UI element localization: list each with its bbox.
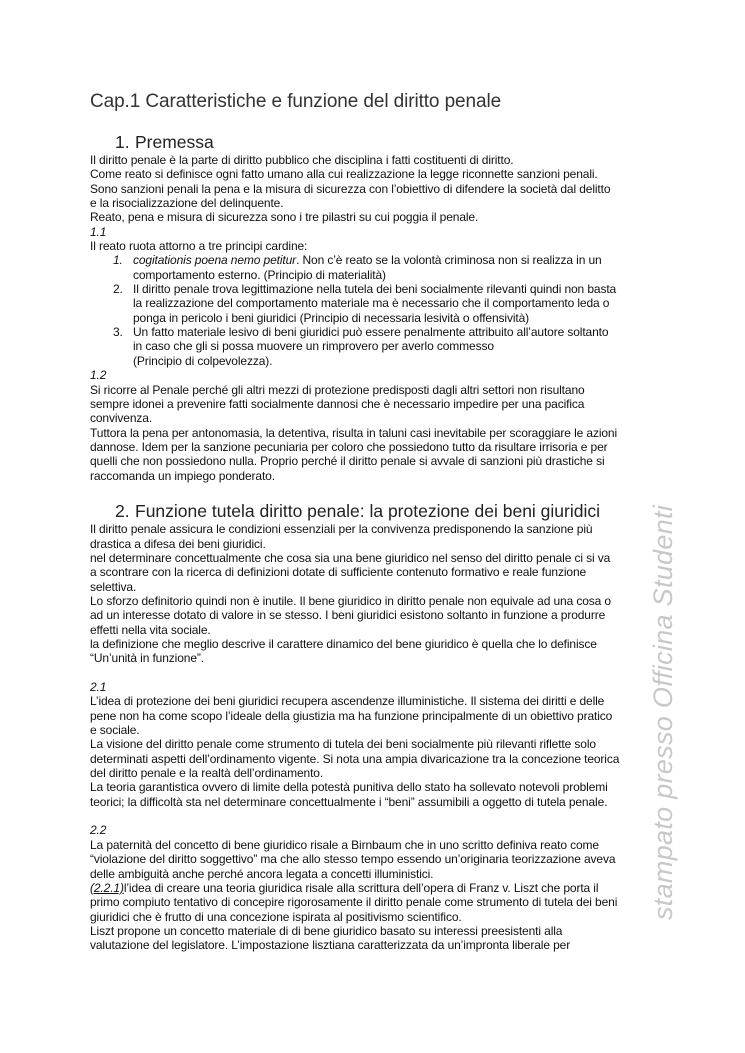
text-line <box>90 867 690 881</box>
text-content: Un fatto materiale lesivo di beni giuridici può essere penalmente attribuito all’autore soltanto <box>133 325 609 340</box>
text-line <box>90 210 690 224</box>
text-content: (Principio di colpevolezza). <box>133 353 273 368</box>
text-content: la definizione che meglio descrive il carattere dinamico del bene giuridico è quella che lo definisce <box>90 637 597 651</box>
text-content: primo compiuto tentativo di concepire rigorosamente il diritto penale come strumento di tutela dei beni <box>90 895 618 910</box>
text-content: nel determinare concettualmente che cosa sia una bene giuridico nel senso del diritto penale ci si va <box>90 550 611 565</box>
text-content: e la risocializzazione del delinquente. <box>90 196 284 211</box>
text-line <box>90 411 690 425</box>
text-content: del diritto penale e la realtà dell’ordinamento. <box>90 766 324 781</box>
text-content: La visione del diritto penale come strumento di tutela dei beni socialmente più rilevanti riflette solo <box>90 737 596 752</box>
text-line <box>90 608 690 622</box>
text-line <box>90 153 690 167</box>
text-content: L’idea di protezione dei beni giuridici recupera ascendenze illuministiche. Il sistema dei diritti e delle <box>90 694 605 709</box>
text-line <box>90 426 690 440</box>
section-number: 2. <box>115 501 130 522</box>
text-line <box>90 522 690 536</box>
text-content: sempre idonei a prevenire fatti socialmente dannosi che è necessario impedire per una pacifica <box>90 396 585 411</box>
text-line <box>90 780 690 794</box>
document-body <box>90 132 690 953</box>
text-content: drastica a difesa dei beni giuridici. <box>90 536 266 551</box>
text-line <box>90 565 690 579</box>
text-content: valutazione del legislatore. L’impostazione lisztiana caratterizzata da un’impronta liberale per <box>90 938 571 953</box>
text-line <box>90 182 690 196</box>
text-line <box>90 651 690 665</box>
cross-reference: (2.2.1) <box>90 880 124 895</box>
list-item-line <box>90 296 690 310</box>
text-line <box>90 723 690 737</box>
text-content: Reato, pena e misura di sicurezza sono i tre pilastri su cui poggia il penale. <box>90 210 479 225</box>
text-content: Tuttora la pena per antonomasia, la detentiva, risulta in taluni casi inevitabile per scoraggiare le azioni <box>90 425 618 440</box>
text-line <box>90 167 690 181</box>
text-content: raccomanda un impiego ponderato. <box>90 468 275 483</box>
text-content: in caso che gli si possa muovere un rimprovero per averlo commesso <box>133 339 494 354</box>
text-line <box>90 537 690 551</box>
text-line <box>90 637 690 651</box>
text-line <box>90 795 690 809</box>
text-content: Il reato ruota attorno a tre principi cardine: <box>90 239 308 254</box>
section-heading <box>90 132 690 152</box>
section-heading <box>90 501 690 521</box>
list-item-line <box>90 268 690 282</box>
list-number: 1. <box>113 253 123 268</box>
text-content: “violazione del diritto soggettivo” ma che allo stesso tempo essendo un’originaria teorizzazione aveva <box>90 852 616 867</box>
subsection-label: 1.2 <box>90 368 107 383</box>
text-content: l’idea di creare una teoria giuridica risale alla scrittura dell’opera di Franz v. Liszt che porta il <box>123 880 599 895</box>
text-content: e sociale. <box>90 723 140 738</box>
text-line <box>90 454 690 468</box>
list-item-line <box>90 311 690 325</box>
text-content: a scontrare con la ricerca di definizioni dotate di sufficiente contenuto formativo e reale funzione <box>90 565 587 580</box>
list-item-line <box>90 253 690 267</box>
text-content: selettiva. <box>90 579 137 594</box>
text-content: effetti nella vita sociale. <box>90 622 211 637</box>
text-content: “Un’unità in funzione”. <box>90 651 204 666</box>
text-line <box>90 623 690 637</box>
text-content: determinati aspetti dell’ordinamento vigente. Si nota una ampia divaricazione tra la concezione teorica <box>90 751 620 766</box>
text-line <box>90 852 690 866</box>
text-content: ad un interesse dotato di valore in se stesso. I beni giuridici esistono soltanto in funzione a produrre <box>90 608 606 623</box>
text-content: delle ambiguità anche perché ancora legata a concetti illuministici. <box>90 866 434 881</box>
list-item-line <box>90 339 690 353</box>
chapter-title: Cap.1 Caratteristiche e funzione del diritto penale <box>90 91 502 112</box>
text-content: Lo sforzo definitorio quindi non è inutile. Il bene giuridico in diritto penale non equivale ad una cosa o <box>90 593 611 608</box>
text-line <box>90 469 690 483</box>
watermark: stampato presso Officina Studenti <box>648 504 678 920</box>
text-content: la realizzazione del comportamento materiale ma è necessario che il comportamento leda o <box>133 296 610 311</box>
subsection-label: 2.1 <box>90 680 107 695</box>
text-line <box>90 752 690 766</box>
text-line <box>90 196 690 210</box>
section-title: Premessa <box>135 132 214 152</box>
text-content: Come reato si definisce ogni fatto umano alla cui realizzazione la legge riconnette sanzioni penali. <box>90 167 598 182</box>
section-title: Funzione tutela diritto penale: la protezione dei beni giuridici <box>135 501 601 522</box>
list-number: 3. <box>113 325 123 340</box>
text-content: quelli che non possiedono nulla. Proprio perché il diritto penale si avvale di sanzioni più drastiche si <box>90 454 605 469</box>
text-line <box>90 239 690 253</box>
text-content: convivenza. <box>90 411 153 426</box>
text-content: ponga in pericolo i beni giuridici (Principio di necessaria lesività o offensività) <box>133 310 530 325</box>
text-line <box>90 737 690 751</box>
text-line <box>90 397 690 411</box>
text-line <box>90 594 690 608</box>
text-content: giuridici che è frutto di una concezione ispirata al positivismo scientifico. <box>90 909 462 924</box>
text-line <box>90 709 690 723</box>
blank-line <box>90 483 690 497</box>
latin-maxim: cogitationis poena nemo petitur <box>133 253 297 268</box>
text-line <box>90 440 690 454</box>
subsection-label: 2.2 <box>90 823 107 838</box>
text-line <box>90 938 690 952</box>
text-line <box>90 694 690 708</box>
text-content: teorici; la difficoltà sta nel determinare concettualmente i “beni” assumibili a oggetto di tutela penale. <box>90 794 608 809</box>
text-line <box>90 924 690 938</box>
blank-line <box>90 666 690 680</box>
text-line <box>90 895 690 909</box>
list-item-line <box>90 282 690 296</box>
text-line <box>90 551 690 565</box>
text-line <box>90 383 690 397</box>
text-line <box>90 580 690 594</box>
text-content: La paternità del concetto di bene giuridico risale a Birnbaum che in uno scritto definiva reato come <box>90 837 599 852</box>
list-item-line <box>90 354 690 368</box>
text-content: La teoria garantistica ovvero di limite della potestà punitiva dello stato ha sollevato notevoli problemi <box>90 780 608 795</box>
text-content: Si ricorre al Penale perché gli altri mezzi di protezione predisposti dagli altri settori non risultano <box>90 382 585 397</box>
text-content: . Non c’è reato se la volontà criminosa non si realizza in un <box>296 253 602 268</box>
text-content: comportamento esterno. (Principio di materialità) <box>133 267 386 282</box>
subsection-label: 1.1 <box>90 224 107 239</box>
list-item-line <box>90 325 690 339</box>
text-content: Il diritto penale assicura le condizioni essenziali per la convivenza predisponendo la sanzione più <box>90 522 593 537</box>
text-content: Il diritto penale trova legittimazione nella tutela dei beni socialmente rilevanti quindi non basta <box>133 282 617 297</box>
text-content: Liszt propone un concetto materiale di di bene giuridico basato su interessi preesistenti alla <box>90 923 563 938</box>
text-content: pene non ha come scopo l’ideale della giustizia ma ha funzione principalmente di un obiettivo pratico <box>90 708 613 723</box>
text-content: dannose. Idem per la sanzione pecuniaria per coloro che possiedono tutto da risultare irrisoria e per <box>90 439 608 454</box>
text-line <box>90 910 690 924</box>
section-number: 1. <box>115 132 130 152</box>
text-content: Il diritto penale è la parte di diritto pubblico che disciplina i fatti costituenti di diritto. <box>90 153 514 167</box>
list-number: 2. <box>113 282 123 297</box>
text-content: Sono sanzioni penali la pena e la misura di sicurezza con l’obiettivo di difendere la società dal delitto <box>90 181 611 196</box>
text-line <box>90 881 690 895</box>
blank-line <box>90 809 690 823</box>
text-line <box>90 766 690 780</box>
text-line <box>90 838 690 852</box>
